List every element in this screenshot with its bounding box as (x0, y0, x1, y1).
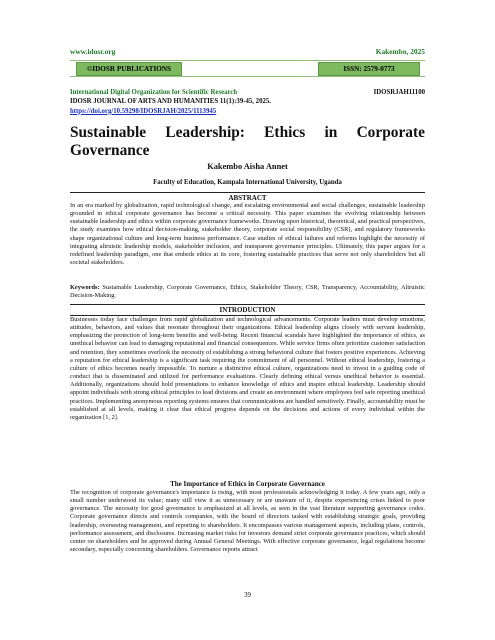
running-header (70, 47, 425, 56)
publisher-badge: ©IDOSR PUBLICATIONS (76, 62, 182, 76)
section-text: The recognition of corporate governance's importance is rising, with most professionals acknowledging it today. A few years ago, only a small number understood its value; many still view it as unnecessary or are unaware of it, despite experiencing crises linked to poor governance. The necessity for good governance is emphasized at all levels, as seen in the vast literature supporting governance codes. Corporate governance directs and controls companies, with the board of directors tasked with establishing strategic goals, providing leadership, overseeing management, and reporting to shareholders. It encompasses various management aspects, including plans, controls, performance assessment, and disclosures. Increasing market risks for investors demand strict corporate governance practices, which should center on shareholders and be approved during Annual General Meetings. With effective corporate governance, legal regulations become secondary, especially concerning shareholders. Governance reports attract (70, 489, 425, 554)
title-word: Ethics (264, 124, 306, 141)
page-number: 39 (244, 592, 251, 599)
doi-link[interactable]: https://doi.org/10.59298/IDOSRJAH/2025/1113945 (70, 107, 217, 115)
abstract-text: In an era marked by globalization, rapid technological change, and escalating environmental and social challenges, sustainable leadership grounded in ethical corporate governance has become a critical necessity. This paper examines the evolving relationship between sustainable leadership and ethics within corporate governance frameworks. Drawing upon historical, theoretical, and practical perspectives, the study examines how ethical decision-making, stakeholder theory, corporate social responsibility (CSR), and regulatory frameworks shape organizational culture and long-term business performance. Case studies of ethical failures and reforms highlight the necessity of integrating altruistic leadership models, stakeholder inclusion, and transparent governance principles. Ultimately, this paper argues for a redefined leadership paradigm, one that embeds ethics at its core, fostering sustainable practices that serve not only shareholders but all societal stakeholders. (70, 202, 425, 267)
introduction-text: Businesses today face challenges from rapid globalization and technological advancements. Corporate leaders must develop emotions, attitudes, behaviors, and values that resonate throughout their organizations. Ethical leadership aligns closely with servant leadership, emphasizing the protection of long-term benefits and well-being. Recent financial scandals have highlighted the importance of ethics, as unethical behavior can lead to damaging reputational and financial consequences. While service firms often prioritize customer satisfaction and retention, they sometimes overlook the necessity of establishing a strong behavioral culture that fosters positive experiences. Achieving a reputation for ethical leadership is a significant task requiring the commitment of all personnel. Without ethical leadership, fostering a culture of ethics becomes nearly impossible. To nurture a distinctive ethical culture, organizations need to invest in a guiding code of conduct that is disseminated and utilized for performance evaluations. Clearly defining ethical versus unethical behavior is essential. Additionally, organizations should hold presentations to enhance knowledge of ethics and inspire ethical leadership. Leadership should appoint individuals with strong ethical principles to lead divisions and create an environment where employees feel safe reporting unethical practices. Implementing anonymous reporting systems ensures that communications are handled sensitively. Finally, accountability must be established at all levels, making it clear that ethical progress depends on the decisions and actions of every individual within the organization [1, 2]. (70, 316, 425, 421)
author-name: Kakembo Aisha Annet (207, 162, 288, 171)
journal-info (70, 88, 425, 116)
paper-title (70, 124, 425, 160)
title-word: Sustainable (70, 124, 147, 141)
title-line2: Governance (70, 142, 150, 159)
keywords-text: Sustainable Leadership, Corporate Governance, Ethics, Stakeholder Theory, CSR, Transparency, Accountability, Altruistic Decision-Making. (70, 284, 425, 300)
title-word: in (324, 124, 338, 141)
abstract-heading: ABSTRACT (70, 192, 425, 203)
journal-code: IDOSRJAH11100 (373, 89, 425, 96)
title-word: Leadership: (165, 124, 245, 141)
journal-citation: IDOSR JOURNAL OF ARTS AND HUMANITIES 11(1):39-45, 2025. (70, 98, 271, 106)
affiliation: Faculty of Education, Kampala International University, Uganda (153, 179, 342, 186)
keywords-label: Keywords: (70, 284, 100, 291)
title-word: Corporate (356, 124, 425, 141)
keywords (70, 284, 425, 300)
introduction-heading: INTRODUCTION (70, 304, 425, 316)
issn-badge: ISSN: 2579-0773 (318, 62, 420, 76)
section-heading: The Importance of Ethics in Corporate Governance (170, 480, 325, 488)
journal-org: International Digital Organization for Scientific Research (70, 89, 238, 96)
website-link[interactable]: www.idosr.org (70, 47, 116, 56)
author-short: Kakembo, 2025 (375, 47, 425, 56)
